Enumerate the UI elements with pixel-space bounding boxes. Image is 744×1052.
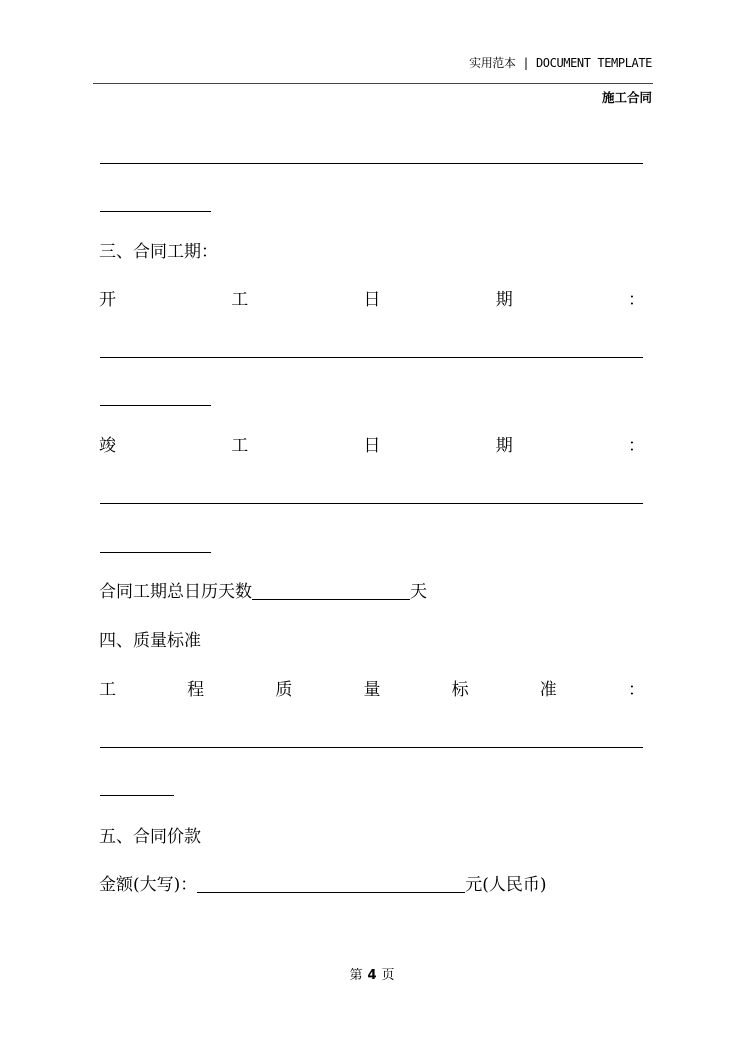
label-char: 程	[187, 680, 205, 700]
fill-blank-line	[100, 163, 643, 164]
label-char: 质	[275, 680, 293, 700]
section-heading-price: 五、合同价款	[99, 827, 201, 847]
fill-blank-line	[100, 405, 211, 406]
finish-date-label	[99, 435, 645, 457]
section-heading-duration: 三、合同工期：	[99, 242, 218, 262]
page-suffix: 页	[381, 968, 395, 983]
total-days-label: 合同工期总日历天数	[99, 582, 252, 602]
label-char: 期	[495, 290, 513, 310]
fill-blank-line	[100, 211, 211, 212]
total-days-line	[99, 581, 427, 603]
start-date-label	[99, 289, 645, 311]
label-char: 工	[231, 290, 249, 310]
page-number	[0, 964, 744, 983]
label-char: 准	[539, 680, 557, 700]
label-char: 标	[451, 680, 469, 700]
section-heading-quality: 四、质量标准	[99, 631, 201, 651]
amount-blank	[197, 892, 465, 893]
amount-unit: 元(人民币)	[465, 875, 547, 895]
label-char: 日	[363, 290, 381, 310]
label-char: 日	[363, 436, 381, 456]
total-days-unit: 天	[410, 582, 427, 602]
label-char: 工	[231, 436, 249, 456]
fill-blank-line	[100, 357, 643, 358]
page-number-value: 4	[367, 968, 377, 983]
header-subtitle: 施工合同	[601, 90, 652, 105]
amount-label: 金额(大写)：	[99, 875, 198, 895]
label-char: 期	[495, 436, 513, 456]
label-char: ：	[627, 680, 645, 700]
page-prefix: 第	[349, 968, 363, 983]
label-char: 量	[363, 680, 381, 700]
header-divider	[93, 83, 653, 84]
label-char: 工	[99, 680, 116, 700]
label-char: ：	[628, 436, 645, 456]
label-char: 开	[99, 290, 116, 310]
quality-standard-label	[99, 679, 645, 701]
fill-blank-line	[100, 552, 211, 553]
total-days-blank	[252, 599, 410, 600]
header-title: 实用范本 | DOCUMENT TEMPLATE	[469, 56, 652, 70]
label-char: ：	[628, 290, 645, 310]
amount-line	[99, 874, 547, 896]
fill-blank-line	[100, 503, 643, 504]
fill-blank-line	[100, 747, 643, 748]
fill-blank-line	[100, 795, 174, 796]
label-char: 竣	[99, 436, 116, 456]
